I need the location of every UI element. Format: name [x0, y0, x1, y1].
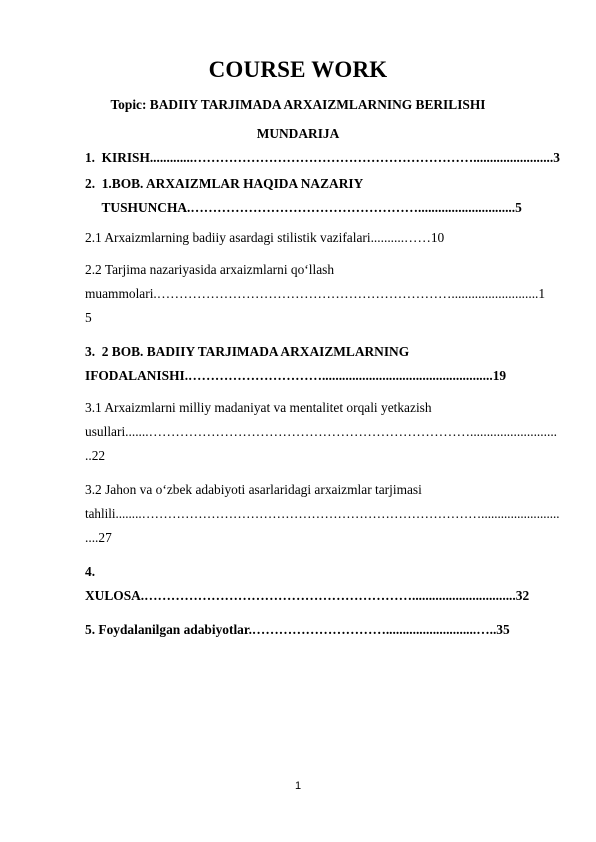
document-topic: Topic: BADIIY TARJIMADA ARXAIZMLARNING BERILISHI: [110, 97, 486, 112]
toc-entry-3-1-cont: usullari.......………………………………………………………………..........................: [85, 424, 558, 439]
toc-entry-adabiyotlar: 5. Foydalanilgan adabiyotlar.…………………………...........................…..35: [85, 622, 510, 637]
toc-entry-bob1-cont: TUSHUNCHA.…………………………………………….............................5: [85, 200, 522, 215]
toc-entry-bob1: 2. 1.BOB. ARXAIZMLAR HAQIDA NAZARIY: [85, 176, 364, 191]
toc-entry-3-2-page: ....27: [85, 530, 112, 545]
toc-entry-xulosa-number: 4.: [85, 564, 96, 579]
toc-entry-kirish: 1. KIRISH.............………………………………………………………........................3: [85, 150, 560, 165]
toc-entry-2-2: 2.2 Tarjima nazariyasida arxaizmlarni qo‘llash: [85, 262, 335, 277]
toc-entry-3-2: 3.2 Jahon va o‘zbek adabiyoti asarlaridagi arxaizmlar tarjimasi: [85, 482, 422, 497]
toc-entry-3-1-page: ..22: [85, 448, 106, 463]
toc-entry-2-2-page: 5: [85, 310, 92, 325]
toc-entry-bob2-cont: IFODALANISHI.…………………………...................................................19: [85, 368, 507, 383]
contents-heading: MUNDARIJA: [256, 126, 340, 141]
toc-entry-2-1: 2.1 Arxaizmlarning badiiy asardagi stilistik vazifalari..........……10: [85, 230, 445, 245]
page-number: 1: [294, 780, 302, 792]
toc-entry-3-1: 3.1 Arxaizmlarni milliy madaniyat va mentalitet orqali yetkazish: [85, 400, 432, 415]
toc-entry-bob2: 3. 2 BOB. BADIIY TARJIMADA ARXAIZMLARNING: [85, 344, 410, 359]
toc-entry-3-2-cont: tahlili........……………………………………………………………………........................: [85, 506, 560, 521]
toc-entry-xulosa: XULOSA.……………………………………………………...............................32: [85, 588, 530, 603]
document-title: COURSE WORK: [208, 57, 388, 82]
toc-entry-2-2-cont: muammolari.…………………………………………………………..........................1: [85, 286, 546, 301]
